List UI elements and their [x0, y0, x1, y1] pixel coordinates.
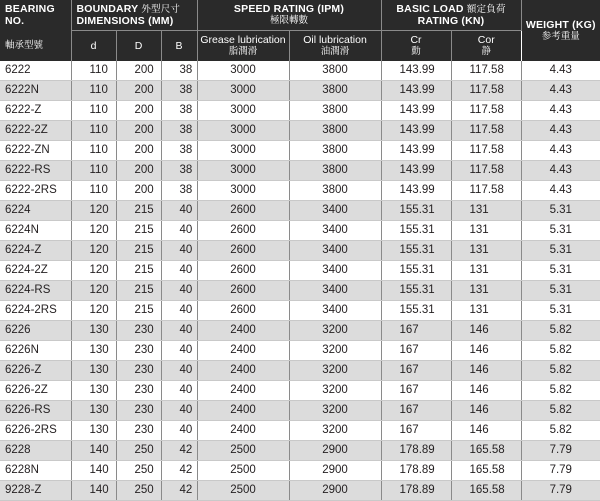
header-basic-load — [381, 0, 521, 30]
header-weight — [521, 0, 600, 61]
cell-cr: 167 — [381, 361, 451, 381]
table-row — [0, 441, 600, 461]
cell-model: 6224-RS — [0, 281, 71, 301]
table-row — [0, 301, 600, 321]
cell-grease-speed: 2500 — [197, 461, 289, 481]
cell-B: 42 — [161, 481, 197, 501]
cell-model: 6228 — [0, 441, 71, 461]
table-row — [0, 281, 600, 301]
cell-B: 40 — [161, 241, 197, 261]
cell-d: 130 — [71, 341, 116, 361]
cell-B: 42 — [161, 441, 197, 461]
cell-D: 230 — [116, 361, 161, 381]
cell-D: 230 — [116, 341, 161, 361]
header-bearing-no-zh-text: 軸承型號 — [5, 40, 44, 51]
cell-model: 6224-2Z — [0, 261, 71, 281]
cell-d: 110 — [71, 161, 116, 181]
header-boundary-zh: 外型尺寸 — [141, 3, 181, 15]
cell-weight: 5.82 — [521, 341, 600, 361]
subheader-D: D — [116, 30, 161, 61]
cell-d: 140 — [71, 461, 116, 481]
cell-cr: 143.99 — [381, 181, 451, 201]
cell-cr: 155.31 — [381, 301, 451, 321]
cell-cr: 178.89 — [381, 461, 451, 481]
cell-D: 215 — [116, 281, 161, 301]
table-row — [0, 261, 600, 281]
cell-grease-speed: 3000 — [197, 81, 289, 101]
cell-grease-speed: 2600 — [197, 241, 289, 261]
cell-oil-speed: 3800 — [289, 141, 381, 161]
cell-cr: 143.99 — [381, 61, 451, 81]
cell-oil-speed: 3400 — [289, 241, 381, 261]
header-boundary-dimensions — [71, 0, 197, 30]
cell-cor: 146 — [451, 341, 521, 361]
cell-d: 130 — [71, 361, 116, 381]
cell-cr: 143.99 — [381, 121, 451, 141]
table-row — [0, 181, 600, 201]
cell-weight: 5.31 — [521, 301, 600, 321]
subheader-cor: Cor 静 — [451, 30, 521, 61]
table-row — [0, 361, 600, 381]
cell-cor: 131 — [451, 301, 521, 321]
subheader-oil: Oil lubrication 油潤滑 — [289, 30, 381, 61]
cell-D: 215 — [116, 241, 161, 261]
subheader-cr: Cr 動 — [381, 30, 451, 61]
cell-cr: 143.99 — [381, 81, 451, 101]
cell-weight: 7.79 — [521, 441, 600, 461]
cell-oil-speed: 3200 — [289, 321, 381, 341]
cell-grease-speed: 3000 — [197, 121, 289, 141]
table-row — [0, 161, 600, 181]
cell-grease-speed: 2600 — [197, 301, 289, 321]
cell-d: 120 — [71, 261, 116, 281]
cell-grease-speed: 2400 — [197, 321, 289, 341]
cell-d: 110 — [71, 61, 116, 81]
cell-B: 40 — [161, 361, 197, 381]
cell-model: 6222-2RS — [0, 181, 71, 201]
cell-cor: 165.58 — [451, 461, 521, 481]
table-row — [0, 381, 600, 401]
cell-d: 110 — [71, 181, 116, 201]
cell-D: 250 — [116, 441, 161, 461]
cell-grease-speed: 3000 — [197, 101, 289, 121]
table-row — [0, 341, 600, 361]
cell-model: 6224-Z — [0, 241, 71, 261]
cell-B: 38 — [161, 81, 197, 101]
cell-cor: 117.58 — [451, 141, 521, 161]
cell-weight: 4.43 — [521, 121, 600, 141]
cell-cr: 178.89 — [381, 481, 451, 501]
header-bearing-no — [0, 0, 71, 30]
cell-model: 6226-Z — [0, 361, 71, 381]
cell-cor: 117.58 — [451, 101, 521, 121]
header-speed-zh: 極限轉數 — [270, 15, 309, 27]
table-row — [0, 81, 600, 101]
cell-oil-speed: 3800 — [289, 61, 381, 81]
cell-cor: 165.58 — [451, 481, 521, 501]
cell-oil-speed: 3200 — [289, 341, 381, 361]
table-header — [0, 0, 600, 61]
cell-d: 120 — [71, 221, 116, 241]
cell-model: 6226-2RS — [0, 421, 71, 441]
table-row — [0, 221, 600, 241]
cell-model: 6222-ZN — [0, 141, 71, 161]
cell-B: 42 — [161, 461, 197, 481]
cell-B: 40 — [161, 341, 197, 361]
cell-d: 110 — [71, 121, 116, 141]
cell-grease-speed: 2500 — [197, 441, 289, 461]
cell-cr: 167 — [381, 401, 451, 421]
header-weight-zh: 参考重量 — [541, 31, 580, 42]
cell-B: 38 — [161, 141, 197, 161]
header-load-line1: BASIC LOAD — [396, 2, 464, 15]
cell-grease-speed: 3000 — [197, 161, 289, 181]
cell-D: 215 — [116, 301, 161, 321]
cell-cr: 167 — [381, 341, 451, 361]
cell-grease-speed: 3000 — [197, 61, 289, 81]
cell-B: 38 — [161, 181, 197, 201]
cell-oil-speed: 2900 — [289, 441, 381, 461]
table-row — [0, 141, 600, 161]
header-speed-en: SPEED RATING (IPM) — [233, 3, 345, 16]
cell-weight: 5.82 — [521, 381, 600, 401]
cell-cor: 117.58 — [451, 161, 521, 181]
cell-model: 6228N — [0, 461, 71, 481]
cell-grease-speed: 2600 — [197, 221, 289, 241]
cell-B: 40 — [161, 281, 197, 301]
cell-weight: 4.43 — [521, 141, 600, 161]
cell-model: 6222-RS — [0, 161, 71, 181]
cell-d: 120 — [71, 241, 116, 261]
cell-oil-speed: 3800 — [289, 101, 381, 121]
cell-D: 200 — [116, 61, 161, 81]
cell-cr: 178.89 — [381, 441, 451, 461]
cell-grease-speed: 2400 — [197, 421, 289, 441]
cell-B: 40 — [161, 381, 197, 401]
cell-D: 200 — [116, 161, 161, 181]
cell-cr: 167 — [381, 381, 451, 401]
cell-cor: 131 — [451, 221, 521, 241]
cell-oil-speed: 3400 — [289, 201, 381, 221]
cell-model: 6222 — [0, 61, 71, 81]
cell-d: 130 — [71, 381, 116, 401]
cell-oil-speed: 3800 — [289, 181, 381, 201]
header-weight-en: WEIGHT (KG) — [525, 19, 596, 31]
cell-weight: 4.43 — [521, 81, 600, 101]
cell-cor: 131 — [451, 241, 521, 261]
table-row — [0, 201, 600, 221]
cell-cor: 146 — [451, 361, 521, 381]
cell-grease-speed: 2600 — [197, 281, 289, 301]
cell-cor: 117.58 — [451, 61, 521, 81]
cell-B: 38 — [161, 61, 197, 81]
table-row — [0, 461, 600, 481]
cell-cor: 131 — [451, 201, 521, 221]
header-row-main — [0, 0, 600, 30]
table-row — [0, 421, 600, 441]
cell-model: 6222N — [0, 81, 71, 101]
table-row — [0, 401, 600, 421]
header-boundary-line2: DIMENSIONS (MM) — [76, 14, 174, 27]
cell-D: 230 — [116, 321, 161, 341]
cell-weight: 5.82 — [521, 361, 600, 381]
cell-B: 40 — [161, 321, 197, 341]
cell-grease-speed: 2400 — [197, 361, 289, 381]
cell-B: 38 — [161, 121, 197, 141]
header-row-sub — [0, 30, 600, 61]
cell-D: 230 — [116, 381, 161, 401]
cell-D: 230 — [116, 421, 161, 441]
cell-weight: 4.43 — [521, 101, 600, 121]
cell-d: 120 — [71, 301, 116, 321]
cell-model: 6222-Z — [0, 101, 71, 121]
cell-D: 215 — [116, 221, 161, 241]
cell-oil-speed: 3400 — [289, 261, 381, 281]
cell-B: 40 — [161, 261, 197, 281]
cell-cr: 155.31 — [381, 261, 451, 281]
cell-cr: 167 — [381, 321, 451, 341]
cell-grease-speed: 2400 — [197, 401, 289, 421]
cell-model: 9228-Z — [0, 481, 71, 501]
cell-d: 120 — [71, 281, 116, 301]
cell-model: 6222-2Z — [0, 121, 71, 141]
table-row — [0, 101, 600, 121]
cell-oil-speed: 2900 — [289, 461, 381, 481]
header-bearing-no-line1: BEARING — [5, 3, 55, 15]
cell-d: 110 — [71, 141, 116, 161]
cell-grease-speed: 2500 — [197, 481, 289, 501]
cell-D: 250 — [116, 481, 161, 501]
cell-weight: 5.31 — [521, 261, 600, 281]
cell-grease-speed: 2400 — [197, 341, 289, 361]
cell-B: 40 — [161, 421, 197, 441]
header-bearing-no-zh — [0, 30, 71, 61]
header-bearing-no-line2: NO. — [5, 15, 25, 27]
cell-grease-speed: 2600 — [197, 201, 289, 221]
cell-d: 130 — [71, 321, 116, 341]
cell-model: 6226 — [0, 321, 71, 341]
cell-model: 6226-RS — [0, 401, 71, 421]
cell-cr: 143.99 — [381, 101, 451, 121]
subheader-grease: Grease lubrication 脂潤滑 — [197, 30, 289, 61]
cell-B: 38 — [161, 161, 197, 181]
cell-grease-speed: 2600 — [197, 261, 289, 281]
cell-D: 200 — [116, 81, 161, 101]
cell-cor: 131 — [451, 281, 521, 301]
cell-cr: 155.31 — [381, 221, 451, 241]
cell-d: 130 — [71, 421, 116, 441]
header-load-zh: 額定負荷 — [466, 3, 506, 15]
cell-oil-speed: 3200 — [289, 361, 381, 381]
cell-grease-speed: 3000 — [197, 141, 289, 161]
subheader-d: d — [71, 30, 116, 61]
cell-cor: 117.58 — [451, 81, 521, 101]
cell-weight: 4.43 — [521, 61, 600, 81]
header-boundary-line1: BOUNDARY — [76, 2, 139, 15]
cell-grease-speed: 2400 — [197, 381, 289, 401]
cell-cor: 146 — [451, 401, 521, 421]
cell-d: 130 — [71, 401, 116, 421]
cell-weight: 5.82 — [521, 321, 600, 341]
cell-weight: 4.43 — [521, 181, 600, 201]
cell-model: 6224-2RS — [0, 301, 71, 321]
table-row — [0, 481, 600, 501]
cell-weight: 4.43 — [521, 161, 600, 181]
cell-D: 250 — [116, 461, 161, 481]
cell-oil-speed: 3200 — [289, 381, 381, 401]
cell-D: 200 — [116, 141, 161, 161]
cell-cor: 131 — [451, 261, 521, 281]
cell-model: 6224N — [0, 221, 71, 241]
cell-cr: 143.99 — [381, 161, 451, 181]
cell-cr: 167 — [381, 421, 451, 441]
cell-d: 140 — [71, 441, 116, 461]
table-row — [0, 241, 600, 261]
cell-D: 200 — [116, 181, 161, 201]
cell-oil-speed: 3800 — [289, 81, 381, 101]
cell-weight: 5.31 — [521, 221, 600, 241]
cell-cr: 143.99 — [381, 141, 451, 161]
cell-model: 6226N — [0, 341, 71, 361]
header-speed-rating — [197, 0, 381, 30]
cell-D: 200 — [116, 121, 161, 141]
cell-d: 110 — [71, 81, 116, 101]
cell-oil-speed: 3400 — [289, 301, 381, 321]
cell-d: 120 — [71, 201, 116, 221]
cell-oil-speed: 3400 — [289, 221, 381, 241]
cell-weight: 7.79 — [521, 481, 600, 501]
cell-oil-speed: 3800 — [289, 121, 381, 141]
cell-cr: 155.31 — [381, 241, 451, 261]
cell-weight: 5.82 — [521, 401, 600, 421]
cell-weight: 7.79 — [521, 461, 600, 481]
cell-cr: 155.31 — [381, 281, 451, 301]
cell-weight: 5.31 — [521, 201, 600, 221]
subheader-B: B — [161, 30, 197, 61]
cell-oil-speed: 3800 — [289, 161, 381, 181]
cell-d: 110 — [71, 101, 116, 121]
cell-weight: 5.31 — [521, 281, 600, 301]
cell-B: 40 — [161, 221, 197, 241]
cell-cor: 117.58 — [451, 181, 521, 201]
header-load-line2: RATING (KN) — [417, 14, 485, 27]
cell-model: 6226-2Z — [0, 381, 71, 401]
table-row — [0, 321, 600, 341]
cell-B: 40 — [161, 301, 197, 321]
cell-d: 140 — [71, 481, 116, 501]
cell-D: 215 — [116, 201, 161, 221]
cell-oil-speed: 3200 — [289, 421, 381, 441]
cell-cr: 155.31 — [381, 201, 451, 221]
cell-grease-speed: 3000 — [197, 181, 289, 201]
cell-D: 230 — [116, 401, 161, 421]
cell-cor: 146 — [451, 421, 521, 441]
cell-cor: 146 — [451, 381, 521, 401]
table-row — [0, 61, 600, 81]
cell-B: 40 — [161, 201, 197, 221]
cell-D: 200 — [116, 101, 161, 121]
cell-B: 40 — [161, 401, 197, 421]
cell-D: 215 — [116, 261, 161, 281]
cell-oil-speed: 3200 — [289, 401, 381, 421]
cell-weight: 5.82 — [521, 421, 600, 441]
cell-oil-speed: 3400 — [289, 281, 381, 301]
table-body — [0, 61, 600, 501]
table-row — [0, 121, 600, 141]
cell-weight: 5.31 — [521, 241, 600, 261]
cell-oil-speed: 2900 — [289, 481, 381, 501]
cell-model: 6224 — [0, 201, 71, 221]
cell-B: 38 — [161, 101, 197, 121]
cell-cor: 146 — [451, 321, 521, 341]
cell-cor: 165.58 — [451, 441, 521, 461]
cell-cor: 117.58 — [451, 121, 521, 141]
